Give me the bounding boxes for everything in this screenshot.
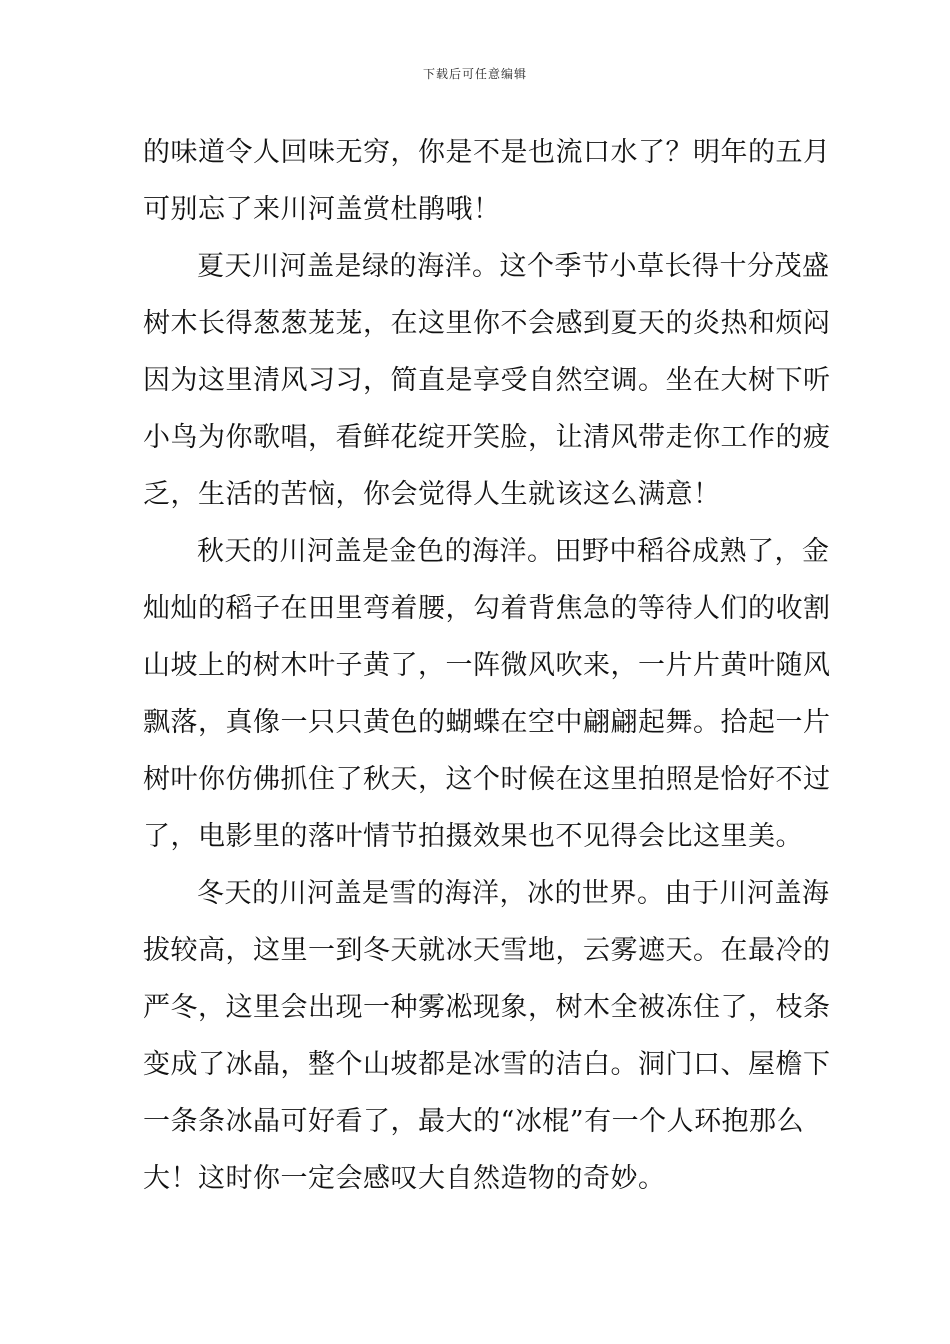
text-line: 一条条冰晶可好看了，最大的“冰棍”有一个人环抱那么	[143, 1106, 805, 1137]
text-line: 冬天的川河盖是雪的海洋，冰的世界。由于川河盖海	[197, 878, 830, 909]
text-line: 飘落，真像一只只黄色的蝴蝶在空中翩翩起舞。拾起一片	[143, 707, 831, 738]
text-line: 因为这里清风习习，简直是享受自然空调。坐在大树下听	[143, 365, 831, 396]
text-line: 树木长得葱葱茏茏，在这里你不会感到夏天的炎热和烦闷	[143, 308, 831, 339]
text-line: 大！这时你一定会感叹大自然造物的奇妙。	[143, 1163, 666, 1194]
text-line: 拔较高，这里一到冬天就冰天雪地，云雾遮天。在最冷的	[143, 935, 831, 966]
paragraph	[143, 869, 831, 1211]
text-line: 的味道令人回味无穷，你是不是也流口水了？明年的五月	[143, 137, 831, 168]
paragraph	[143, 527, 831, 869]
text-line: 秋天的川河盖是金色的海洋。田野中稻谷成熟了，金	[197, 536, 830, 567]
text-line: 了，电影里的落叶情节拍摄效果也不见得会比这里美。	[143, 821, 803, 852]
text-line: 乏，生活的苦恼，你会觉得人生就该这么满意！	[143, 479, 721, 510]
text-line: 可别忘了来川河盖赏杜鹃哦！	[143, 194, 501, 225]
text-line: 夏天川河盖是绿的海洋。这个季节小草长得十分茂盛	[197, 251, 830, 282]
text-line: 树叶你仿佛抓住了秋天，这个时候在这里拍照是恰好不过	[143, 764, 831, 795]
document-body	[143, 128, 831, 1211]
text-line: 严冬，这里会出现一种雾凇现象，树木全被冻住了，枝条	[143, 992, 831, 1023]
page-header: 下载后可任意编辑	[422, 67, 527, 81]
paragraph	[143, 242, 831, 527]
paragraph	[143, 128, 831, 242]
text-line: 变成了冰晶，整个山坡都是冰雪的洁白。洞门口、屋檐下	[143, 1049, 831, 1080]
text-line: 小鸟为你歌唱，看鲜花绽开笑脸，让清风带走你工作的疲	[143, 422, 831, 453]
text-line: 灿灿的稻子在田里弯着腰，勾着背焦急的等待人们的收割	[143, 593, 831, 624]
text-line: 山坡上的树木叶子黄了，一阵微风吹来，一片片黄叶随风	[143, 650, 831, 681]
